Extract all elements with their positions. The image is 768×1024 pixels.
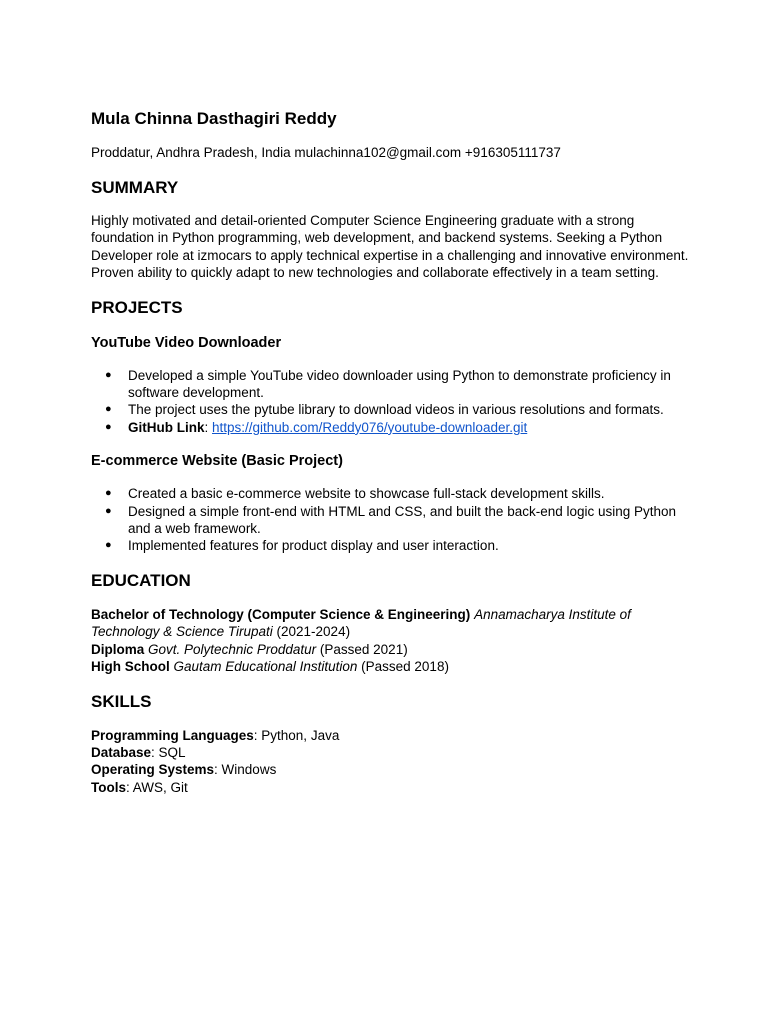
bullet-text: The project uses the pytube library to download videos in various resolutions and formats.	[128, 402, 664, 418]
github-label: GitHub Link	[128, 419, 205, 435]
candidate-name: Mula Chinna Dasthagiri Reddy	[91, 109, 337, 128]
skills-heading: SKILLS	[91, 691, 152, 711]
project-bullets-ecommerce	[91, 485, 691, 555]
bullet-icon: ●	[105, 403, 112, 416]
institution-name: Annamacharya Institute of Technology & Science Tirupati	[91, 606, 631, 640]
skill-row	[91, 727, 691, 744]
education-entry-btech	[91, 606, 691, 641]
degree-name: Diploma	[91, 641, 145, 657]
bullet-icon: ●	[105, 487, 112, 500]
summary-text: Highly motivated and detail-oriented Computer Science Engineering graduate with a strong foundation in Python programming, web development, and backend systems. Seeking a Python Developer role at izmocars to apply technical expertise in a challenging and innovative environment. Proven ability to quickly adapt to new technologies and collaborate effectively in a team setting.	[91, 213, 689, 281]
project-title-youtube: YouTube Video Downloader	[91, 334, 282, 351]
education-list	[91, 606, 691, 676]
list-item	[91, 503, 691, 538]
skill-value: : SQL	[151, 744, 186, 760]
bullet-text: Designed a simple front-end with HTML and CSS, and built the back-end logic using Python and a web framework.	[128, 503, 677, 537]
list-item	[91, 537, 691, 554]
skill-value: : AWS, Git	[126, 779, 188, 795]
skill-row	[91, 744, 691, 761]
skills-list	[91, 727, 691, 797]
education-years: (2021-2024)	[276, 624, 351, 640]
contact-line: Proddatur, Andhra Pradesh, India mulachinna102@gmail.com +916305111737	[91, 145, 561, 160]
education-years: (Passed 2021)	[319, 641, 408, 657]
bullet-text: Developed a simple YouTube video downloader using Python to demonstrate proficiency in software development.	[128, 367, 671, 401]
resume-document	[91, 109, 691, 796]
summary-heading: SUMMARY	[91, 178, 179, 197]
bullet-icon: ●	[105, 368, 112, 381]
list-item	[91, 401, 691, 418]
project-bullets-youtube	[91, 367, 691, 437]
institution-name: Gautam Educational Institution	[173, 659, 358, 675]
list-item	[91, 485, 691, 502]
institution-name: Govt. Polytechnic Proddatur	[148, 641, 317, 657]
skill-value: : Windows	[214, 762, 277, 778]
education-entry-diploma	[91, 641, 691, 658]
bullet-text: Implemented features for product display and user interaction.	[128, 538, 499, 554]
degree-name: Bachelor of Technology (Computer Science & Engineering)	[91, 606, 471, 622]
list-item	[91, 419, 691, 436]
skill-label: Operating Systems	[91, 762, 215, 778]
skill-label: Database	[91, 744, 152, 760]
skill-value: : Python, Java	[253, 727, 340, 743]
skill-row	[91, 779, 691, 796]
education-entry-school	[91, 658, 691, 675]
skill-label: Tools	[91, 779, 126, 795]
degree-name: High School	[91, 659, 170, 675]
list-item	[91, 367, 691, 402]
projects-heading: PROJECTS	[91, 297, 183, 317]
bullet-text: Created a basic e-commerce website to showcase full-stack development skills.	[128, 486, 605, 502]
bullet-icon: ●	[105, 420, 112, 433]
education-heading: EDUCATION	[91, 570, 191, 590]
github-separator: :	[204, 419, 213, 435]
project-title-ecommerce: E-commerce Website (Basic Project)	[91, 453, 343, 470]
github-link[interactable]: https://github.com/Reddy076/youtube-downloader.git	[212, 419, 528, 435]
bullet-icon: ●	[105, 539, 112, 552]
education-years: (Passed 2018)	[361, 659, 449, 675]
skill-label: Programming Languages	[91, 727, 254, 743]
skill-row	[91, 761, 691, 778]
bullet-icon: ●	[105, 504, 112, 517]
